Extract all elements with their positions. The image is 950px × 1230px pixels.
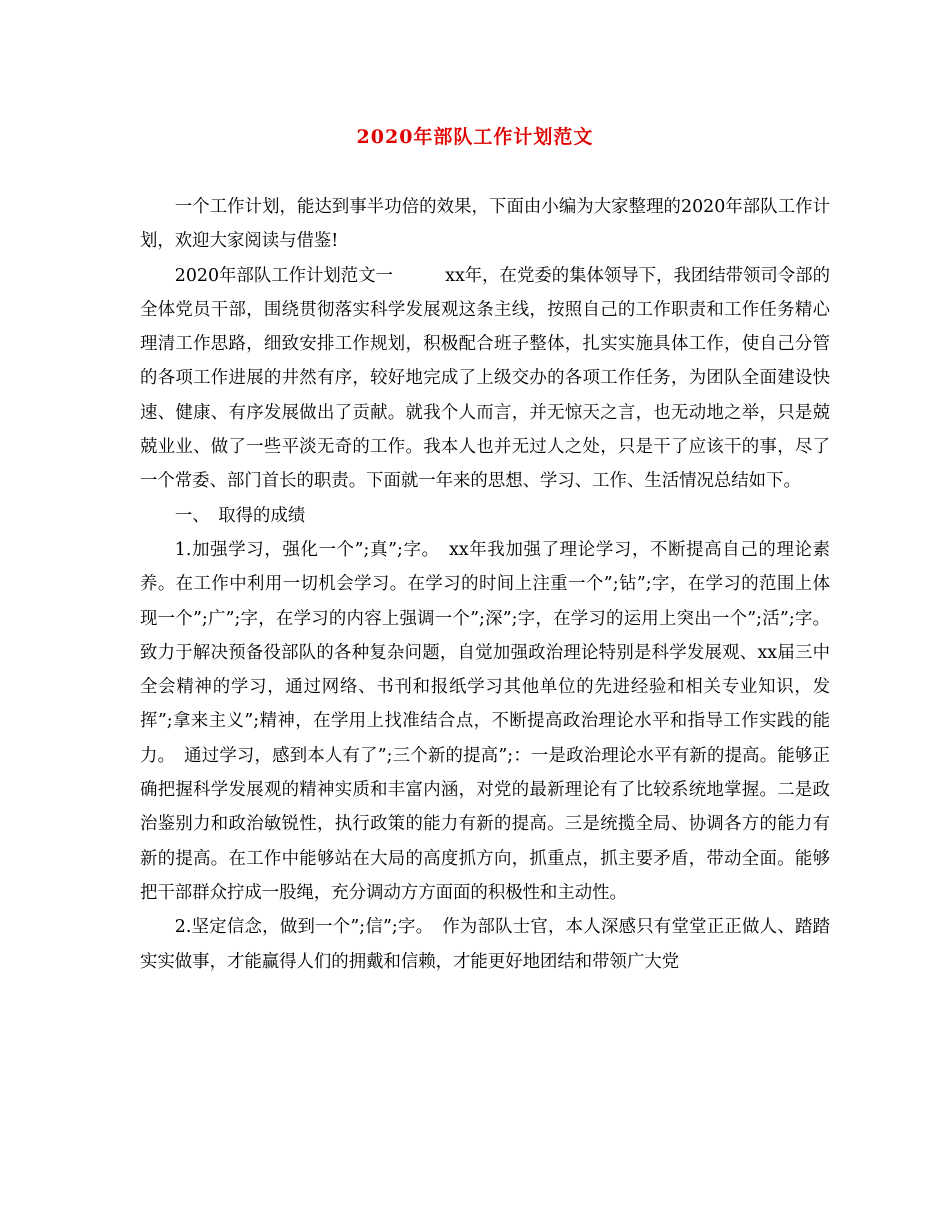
document-body [140,190,830,979]
paragraph-study: 1.加强学习，强化一个”;真”;字。 xx年我加强了理论学习，不断提高自己的理论素养。在工作中利用一切机会学习。在学习的时间上注重一个”;钻”;字，在学习的范围上体现一个”;广”;字，在学习的内容上强调一个”;深”;字，在学习的运用上突出一个”;活”;字。致力于解决预备役部队的各种复杂问题，自觉加强政治理论特别是科学发展观、xx届三中全会精神的学习，通过网络、书刊和报纸学习其他单位的先进经验和相关专业知识，发挥”;拿来主义”;精神，在学用上找准结合点，不断提高政治理论水平和指导工作实践的能力。 通过学习，感到本人有了”;三个新的提高”;：一是政治理论水平有新的提高。能够正确把握科学发展观的精神实质和丰富内涵，对党的最新理论有了比较系统地掌握。二是政治鉴别力和政治敏锐性，执行政策的能力有新的提高。三是统揽全局、协调各方的能力有新的提高。在工作中能够站在大局的高度抓方向，抓重点，抓主要矛盾，带动全面。能够把干部群众拧成一股绳，充分调动方方面面的积极性和主动性。 [140,539,830,903]
document-title: 2020年部队工作计划范文 [356,126,594,148]
paragraph-intro: 一个工作计划，能达到事半功倍的效果，下面由小编为大家整理的2020年部队工作计划，欢迎大家阅读与借鉴! [140,197,830,252]
paragraph-belief: 2.坚定信念，做到一个”;信”;字。 作为部队士官，本人深感只有堂堂正正做人、踏踏实实做事，才能赢得人们的拥戴和信赖，才能更好地团结和带领广大党 [140,917,830,972]
section-heading-achievements: 一、 取得的成绩 [174,505,306,526]
paragraph-overview: 2020年部队工作计划范文一 xx年，在党委的集体领导下，我团结带领司令部的全体党员干部，围绕贯彻落实科学发展观这条主线，按照自己的工作职责和工作任务精心理清工作思路，细致安排工作规划，积极配合班子整体，扎实实施具体工作，使自己分管的各项工作进展的井然有序，较好地完成了上级交办的各项工作任务，为团队全面建设快速、健康、有序发展做出了贡献。就我个人而言，并无惊天之言，也无动地之举，只是兢兢业业、做了一些平淡无奇的工作。我本人也并无过人之处，只是干了应该干的事，尽了一个常委、部门首长的职责。下面就一年来的思想、学习、工作、生活情况总结如下。 [140,265,830,492]
